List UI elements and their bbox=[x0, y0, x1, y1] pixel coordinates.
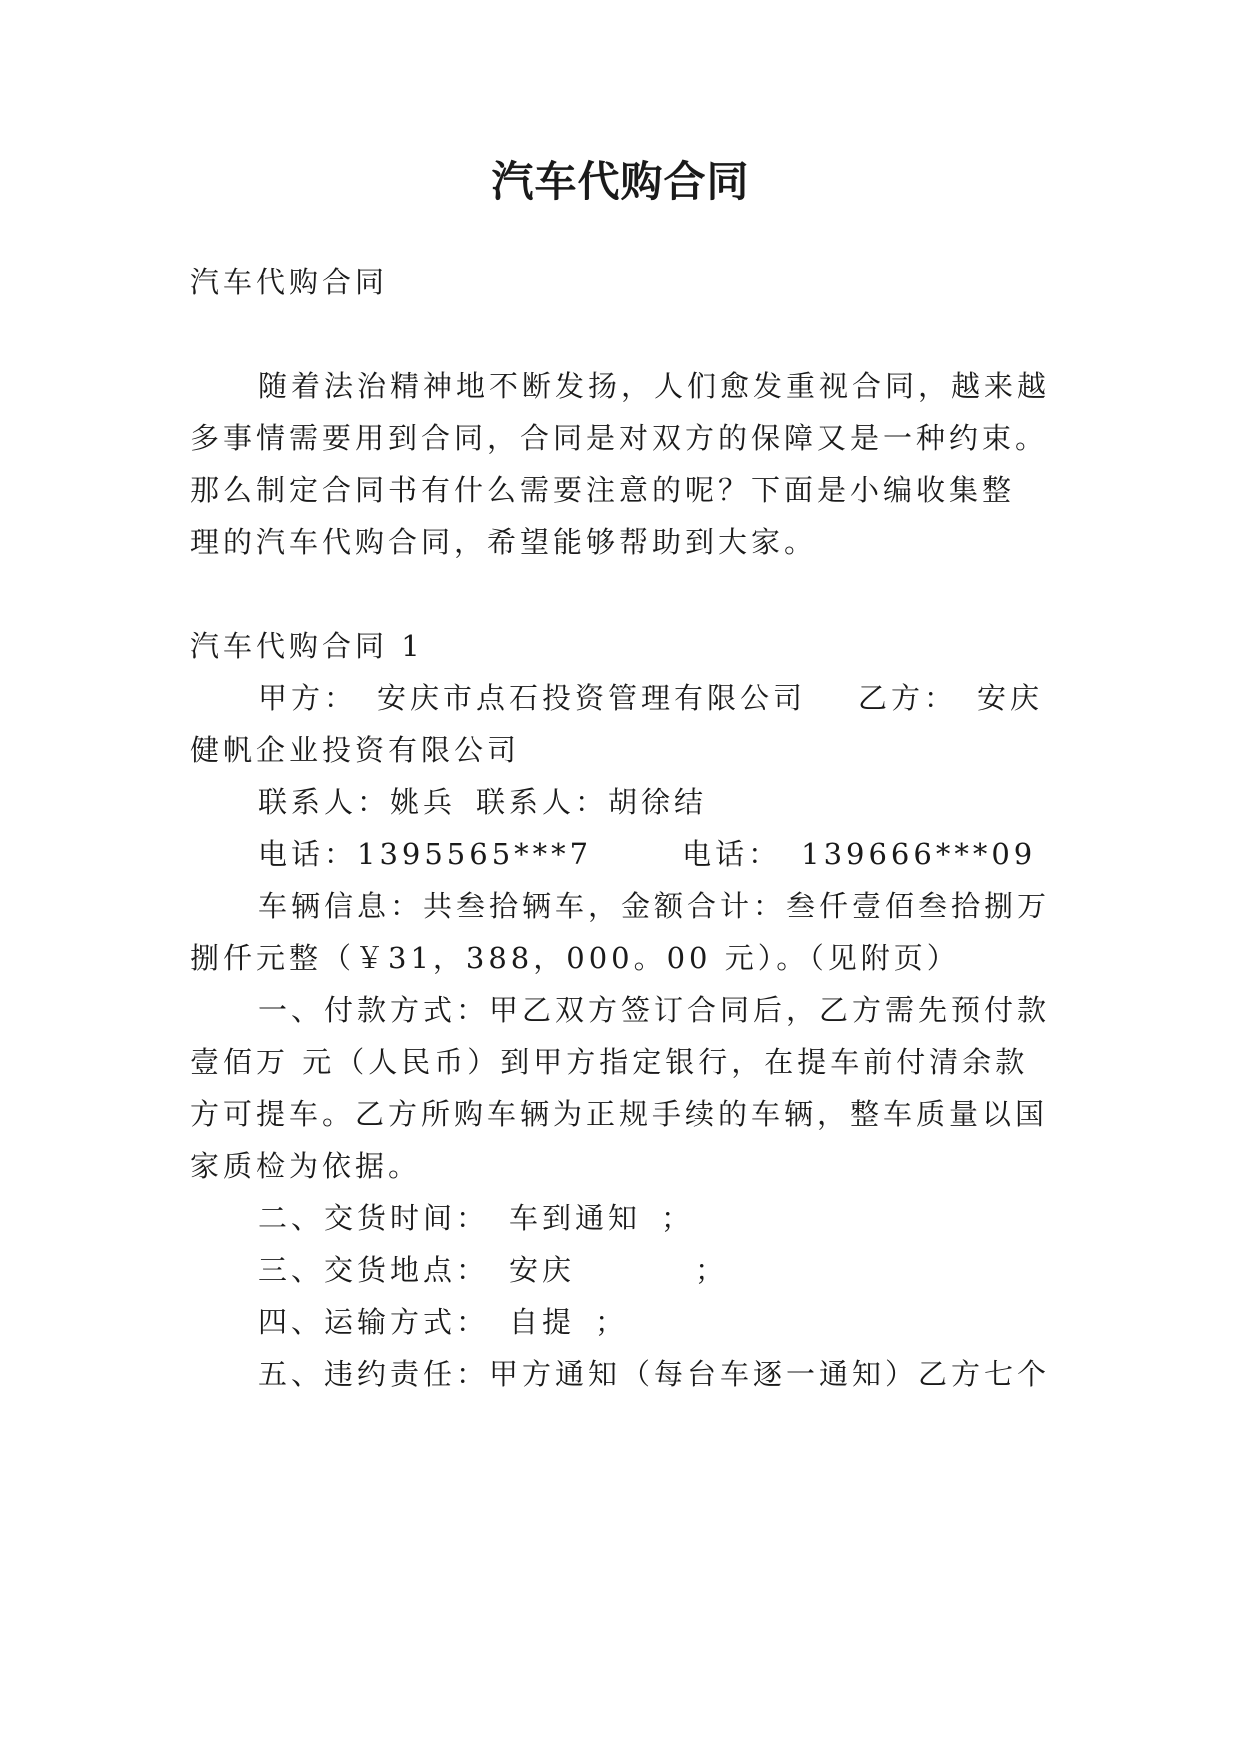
phone-b-label: 电话： bbox=[682, 837, 782, 871]
clause-2-end: ； bbox=[661, 1201, 695, 1235]
phone-a: 电话：1395565***7 bbox=[258, 837, 593, 871]
section-title: 汽车代购合同 1 bbox=[190, 629, 424, 663]
vehicle-info-line-1: 车辆信息：共叁拾辆车，金额合计：叁仟壹佰叁拾捌万 bbox=[258, 889, 1051, 923]
clause-1-line-1: 一、付款方式：甲乙双方签订合同后，乙方需先预付款 bbox=[258, 993, 1051, 1027]
clause-2-label: 二、交货时间： bbox=[258, 1201, 490, 1235]
document-title: 汽车代购合同 bbox=[491, 157, 750, 206]
clause-2-value: 车到通知 bbox=[509, 1201, 642, 1235]
clause-4 bbox=[258, 1302, 628, 1342]
clause-3-end: ； bbox=[695, 1253, 729, 1287]
intro-line-4: 理的汽车代购合同，希望能够帮助到大家。 bbox=[190, 525, 818, 559]
clause-3-value: 安庆 bbox=[509, 1253, 576, 1287]
party-b-name-part1: 安庆 bbox=[977, 681, 1044, 715]
intro-line-1: 随着法治精神地不断发扬，人们愈发重视合同，越来越 bbox=[258, 369, 1051, 403]
party-a-label: 甲方： bbox=[258, 681, 358, 715]
party-b-label: 乙方： bbox=[858, 681, 958, 715]
clause-1-line-3: 方可提车。乙方所购车辆为正规手续的车辆，整车质量以国 bbox=[190, 1097, 1049, 1131]
phone-line bbox=[258, 834, 1036, 874]
party-line bbox=[258, 678, 1043, 718]
clause-3-label: 三、交货地点： bbox=[258, 1253, 490, 1287]
vehicle-info-line-2: 捌仟元整（￥31，388，000。00 元）。（见附页） bbox=[190, 941, 960, 975]
clause-1-line-2: 壹佰万 元（人民币）到甲方指定银行，在提车前付清余款 bbox=[190, 1045, 1029, 1079]
contact-a: 联系人：姚兵 bbox=[258, 785, 457, 819]
contact-line bbox=[258, 782, 707, 822]
intro-line-3: 那么制定合同书有什么需要注意的呢？下面是小编收集整 bbox=[190, 473, 1016, 507]
clause-4-end: ； bbox=[595, 1305, 629, 1339]
document-subtitle: 汽车代购合同 bbox=[190, 265, 389, 299]
party-a-name: 安庆市点石投资管理有限公司 bbox=[377, 681, 807, 715]
party-b-name-part2: 健帆企业投资有限公司 bbox=[190, 733, 521, 767]
clause-3 bbox=[258, 1250, 728, 1290]
intro-line-2: 多事情需要用到合同，合同是对双方的保障又是一种约束。 bbox=[190, 421, 1049, 455]
contact-b: 联系人：胡徐结 bbox=[476, 785, 708, 819]
phone-b-number: 139666***09 bbox=[801, 837, 1037, 871]
clause-5: 五、违约责任：甲方通知（每台车逐一通知）乙方七个 bbox=[258, 1357, 1051, 1391]
clause-1-line-4: 家质检为依据。 bbox=[190, 1149, 422, 1183]
clause-4-value: 自提 bbox=[509, 1305, 576, 1339]
clause-2 bbox=[258, 1198, 694, 1238]
clause-4-label: 四、运输方式： bbox=[258, 1305, 490, 1339]
